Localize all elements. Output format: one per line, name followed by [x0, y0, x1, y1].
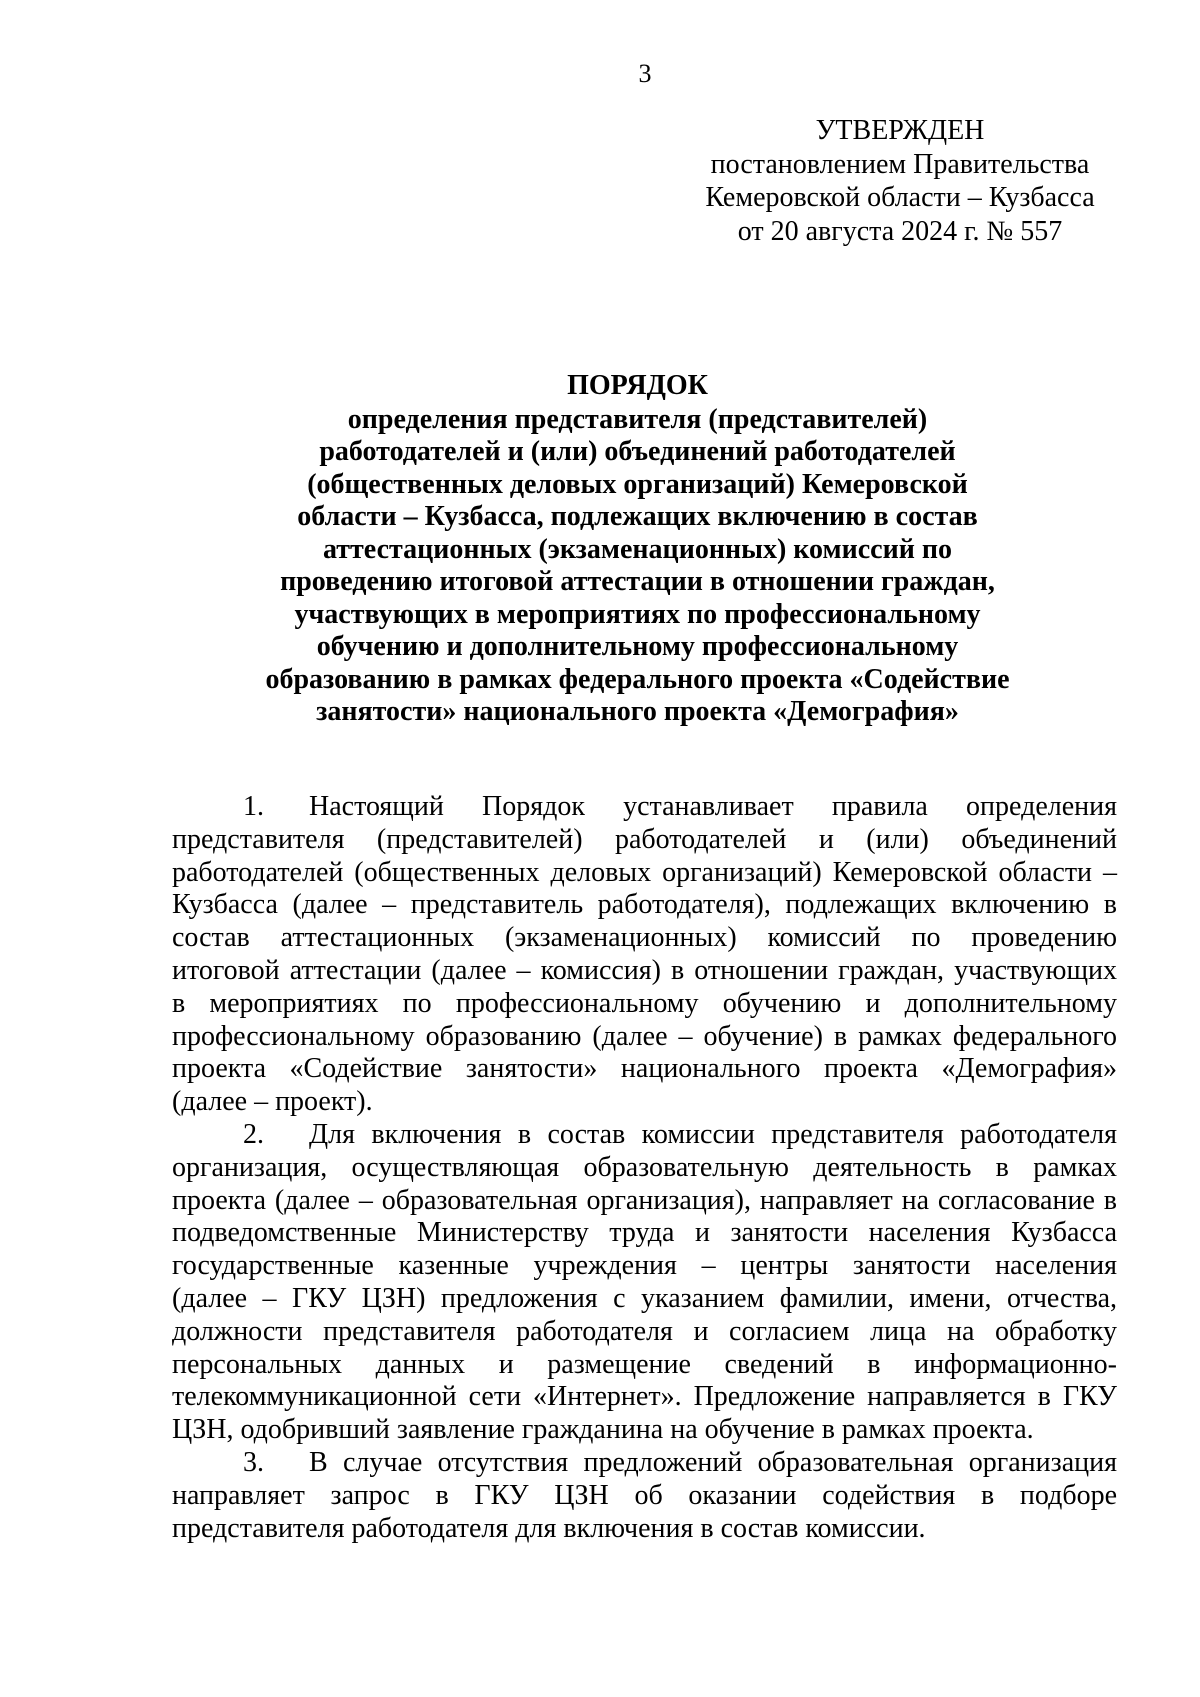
page-number: 3: [638, 59, 652, 88]
title-line: определения представителя (представителей): [347, 403, 928, 435]
paragraph-3: [172, 1447, 1117, 1545]
approval-line: от 20 августа 2024 г. № 557: [737, 215, 1063, 247]
paragraph-number: 3.: [243, 1446, 264, 1478]
paragraph-line: работодателей (общественных деловых организаций) Кемеровской области –: [172, 856, 1117, 888]
approval-line: УТВЕРЖДЕН: [815, 115, 985, 146]
title-line: работодателей и (или) объединений работодателей: [319, 436, 956, 467]
paragraph-first-line: [172, 1119, 1117, 1152]
paragraph-text: Настоящий Порядок устанавливает правила определения: [309, 791, 1117, 822]
approval-stamp: [700, 114, 1100, 248]
paragraph-line: проекта (далее – образовательная организация), направляет на согласование в: [172, 1184, 1117, 1216]
paragraph-line: организация, осуществляющая образовательную деятельность в рамках: [172, 1151, 1117, 1183]
title-line: области – Кузбасса, подлежащих включению в состав: [297, 501, 978, 532]
approval-line: Кемеровской области – Кузбасса: [705, 182, 1095, 213]
paragraph-line: телекоммуникационной сети «Интернет». Предложение направляется в ГКУ: [172, 1381, 1117, 1413]
title-line: занятости» национального проекта «Демография»: [316, 696, 959, 727]
paragraph-line: персональных данных и размещение сведений в информационно-: [172, 1348, 1117, 1380]
paragraph-line: Кузбасса (далее – представитель работодателя), подлежащих включению в: [172, 889, 1117, 921]
title-line: проведению итоговой аттестации в отношении граждан,: [280, 566, 995, 597]
paragraph-line: в мероприятиях по профессиональному обучению и дополнительному: [172, 987, 1117, 1019]
title-line: аттестационных (экзаменационных) комиссий по: [323, 533, 952, 565]
paragraph-line: проекта «Содействие занятости» национального проекта «Демография»: [172, 1053, 1117, 1085]
title-heading: ПОРЯДОК: [567, 370, 708, 401]
paragraph-line: подведомственные Министерству труда и занятости населения Кузбасса: [172, 1217, 1117, 1249]
document-title: [230, 370, 1045, 729]
paragraph-first-line: [172, 791, 1117, 824]
paragraph-line: состав аттестационных (экзаменационных) комиссий по проведению: [172, 922, 1117, 954]
paragraph-number: 2.: [243, 1118, 264, 1150]
paragraph-line: направляет запрос в ГКУ ЦЗН об оказании содействия в подборе: [172, 1479, 1117, 1511]
paragraph-line: профессиональному образованию (далее – обучение) в рамках федерального: [172, 1020, 1117, 1052]
paragraph-first-line: [172, 1447, 1117, 1480]
document-body: [172, 791, 1117, 1545]
paragraph-line: итоговой аттестации (далее – комиссия) в отношении граждан, участвующих: [172, 954, 1117, 986]
paragraph-line: (далее – ГКУ ЦЗН) предложения с указанием фамилии, имени, отчества,: [172, 1282, 1117, 1314]
paragraph-line: представителя работодателя для включения в состав комиссии.: [172, 1512, 926, 1544]
paragraph-line: государственные казенные учреждения – центры занятости населения: [172, 1250, 1117, 1282]
paragraph-text: В случае отсутствия предложений образовательная организация: [309, 1446, 1117, 1478]
paragraph-number: 1.: [243, 791, 264, 822]
title-line: участвующих в мероприятиях по профессиональному: [294, 598, 981, 630]
paragraph-line: представителя (представителей) работодателей и (или) объединений: [172, 823, 1117, 855]
paragraph-2: [172, 1119, 1117, 1447]
title-line: (общественных деловых организаций) Кемеровской: [307, 468, 968, 500]
paragraph-text: Для включения в состав комиссии представителя работодателя: [309, 1118, 1117, 1150]
paragraph-line: ЦЗН, одобривший заявление гражданина на обучение в рамках проекта.: [172, 1414, 1034, 1446]
paragraph-line: должности представителя работодателя и согласием лица на обработку: [172, 1315, 1117, 1347]
title-line: образованию в рамках федерального проекта «Содействие: [265, 663, 1010, 695]
paragraph-line: (далее – проект).: [172, 1086, 373, 1118]
title-line: обучению и дополнительному профессиональному: [316, 631, 959, 662]
paragraph-1: [172, 791, 1117, 1119]
approval-line: постановлением Правительства: [710, 148, 1090, 180]
